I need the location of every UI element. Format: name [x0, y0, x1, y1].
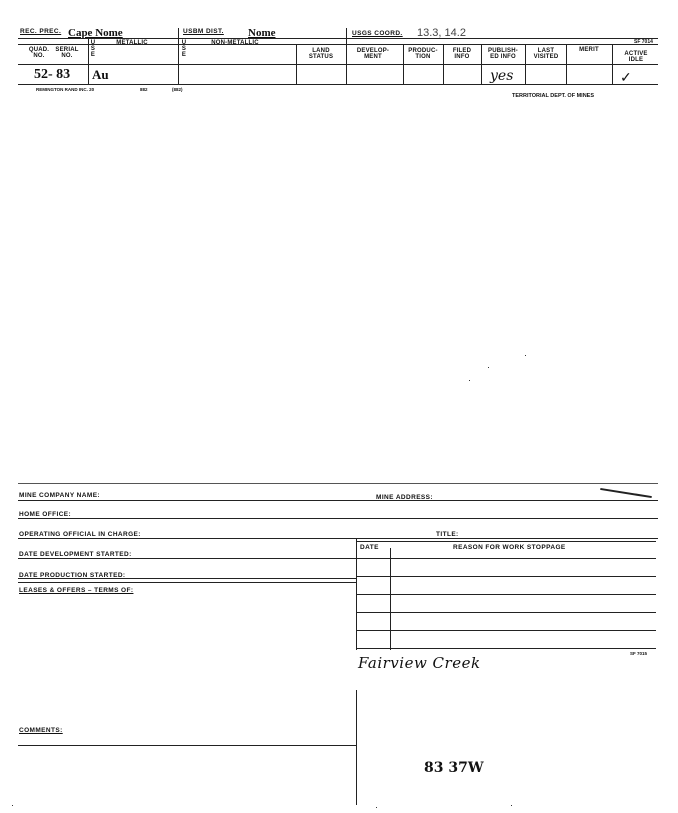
rule	[525, 44, 526, 84]
col-merit: MERIT	[579, 47, 599, 53]
rule	[566, 44, 567, 84]
rule	[481, 44, 482, 84]
col-land-status: LAND STATUS	[308, 48, 334, 60]
home-office-label: HOME OFFICE:	[19, 511, 72, 518]
row-active-idle: ✓	[620, 69, 632, 85]
rule	[18, 483, 658, 484]
rule	[18, 538, 658, 539]
col-quad-no: QUAD. NO.	[28, 47, 50, 59]
rule	[356, 594, 656, 595]
row-metallic: Au	[92, 67, 109, 82]
col-development: DEVELOP-MENT	[356, 48, 390, 60]
rule	[18, 64, 658, 65]
col-published-info: PUBLISH-ED INFO	[488, 48, 518, 60]
usgs-coord-label: USGS COORD.	[352, 30, 403, 37]
speck	[511, 805, 512, 806]
bottom-card	[0, 480, 678, 813]
col-production: PRODUC-TION	[408, 48, 438, 60]
usbm-dist-value: Nome	[248, 27, 276, 39]
usgs-coord-value: 13.3, 14.2	[417, 27, 466, 39]
rec-prec-label: REC. PREC.	[20, 28, 62, 35]
mine-address-label: MINE ADDRESS:	[376, 494, 433, 501]
col-filed-info: FILED INFO	[452, 48, 472, 60]
rule	[600, 488, 652, 498]
row-quad-serial: 52- 83	[34, 67, 71, 82]
top-card	[0, 0, 678, 110]
footer-left: REMINGTON RAND INC. 20	[36, 87, 95, 92]
mine-company-name-label: MINE COMPANY NAME:	[19, 492, 100, 499]
rec-prec-value: Cape Nome	[68, 27, 123, 39]
rule	[346, 28, 347, 84]
rule	[18, 558, 356, 559]
rule	[356, 558, 656, 559]
rule	[18, 745, 356, 746]
hand-location: Fairview Creek	[358, 654, 481, 672]
speck	[525, 355, 526, 356]
rule	[356, 630, 656, 631]
rule	[356, 612, 656, 613]
rule	[612, 44, 613, 84]
rule	[356, 576, 656, 577]
col-use-metallic: U S E	[90, 40, 96, 58]
rule	[443, 44, 444, 84]
hand-coords: 83 37W	[424, 760, 484, 776]
title-label: TITLE:	[436, 531, 459, 538]
col-active-idle: ACTIVE IDLE	[624, 51, 648, 63]
comments-label: COMMENTS:	[19, 727, 63, 734]
date-label: DATE	[360, 544, 379, 551]
leases-offers-label: LEASES & OFFERS – TERMS OF:	[19, 587, 134, 594]
col-metallic: METALLIC	[116, 40, 148, 46]
rule	[390, 548, 391, 650]
col-last-visited: LAST VISITED	[533, 48, 559, 60]
footer-num1: 882	[140, 87, 148, 92]
footer-num2: (882)	[172, 87, 183, 92]
rule	[18, 500, 658, 501]
speck	[488, 367, 489, 368]
date-development-label: DATE DEVELOPMENT STARTED:	[19, 551, 132, 558]
speck	[469, 380, 470, 381]
form-number-bottom: SF 7015	[630, 651, 648, 656]
col-serial-no: SERIAL NO.	[55, 47, 79, 59]
col-nonmetallic: NON-METALLIC	[211, 40, 259, 46]
rule	[296, 44, 297, 84]
rule	[356, 541, 656, 542]
usbm-dist-label: USBM DIST.	[183, 28, 224, 35]
rule	[18, 582, 356, 583]
row-published: yes	[490, 68, 514, 84]
speck	[376, 807, 377, 808]
speck	[12, 805, 13, 806]
rule	[356, 648, 656, 649]
footer-right: TERRITORIAL DEPT. OF MINES	[512, 93, 594, 99]
date-production-label: DATE PRODUCTION STARTED:	[19, 572, 126, 579]
rule	[18, 84, 658, 85]
rule	[88, 38, 89, 84]
rule	[18, 518, 658, 519]
rule	[178, 28, 179, 84]
reason-label: REASON FOR WORK STOPPAGE	[453, 544, 566, 551]
operating-official-label: OPERATING OFFICIAL IN CHARGE:	[19, 531, 141, 538]
rule	[403, 44, 404, 84]
form-number-top: SF 7014	[634, 39, 653, 45]
rule	[356, 690, 357, 805]
col-use-nonmetallic: U S E	[181, 40, 187, 58]
